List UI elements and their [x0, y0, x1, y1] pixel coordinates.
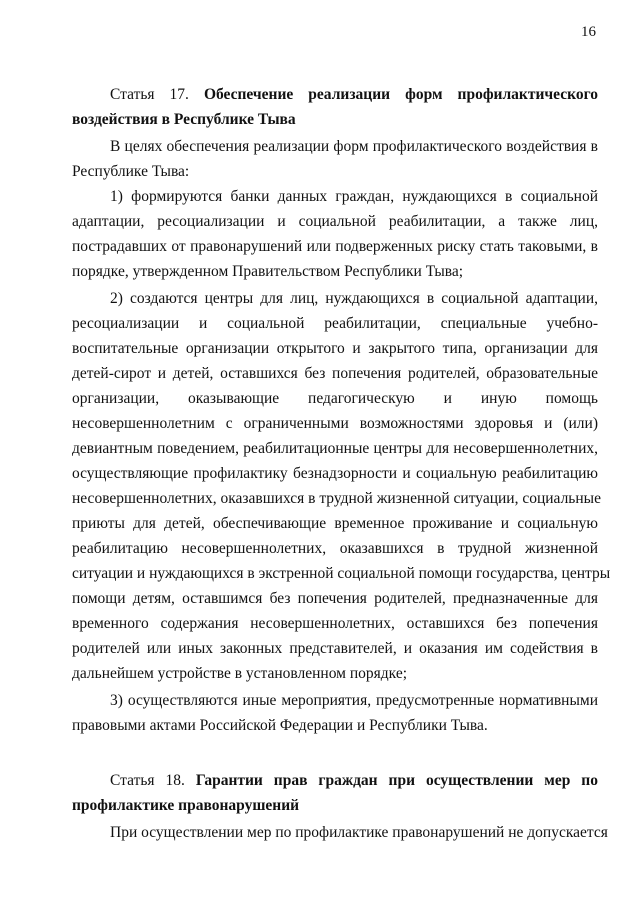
paragraph-line: правовыми актами Российской Федерации и Республики Тыва.	[72, 717, 488, 734]
article-17-label: Статья 17.	[110, 86, 189, 103]
paragraph-line: 1) формируются банки данных граждан, нуждающихся в социальной	[110, 188, 598, 205]
page-number: 16	[581, 24, 596, 40]
paragraph-line: родителей или иных законных представителей, и оказания им содействия в	[72, 640, 598, 657]
paragraph-line: воспитательные организации открытого и закрытого типа, организации для	[72, 340, 598, 357]
paragraph-line: ситуации и нуждающихся в экстренной социальной помощи государства, центры	[72, 565, 611, 582]
paragraph-line: осуществляющие профилактику безнадзорности и социальную реабилитацию	[72, 465, 598, 482]
article-18-label: Статья 18.	[110, 772, 185, 789]
paragraph-line: порядке, утвержденном Правительством Республики Тыва;	[72, 263, 464, 280]
paragraph-line: приюты для детей, обеспечивающие временное проживание и социальную	[72, 515, 598, 532]
article-18-heading	[110, 770, 598, 792]
paragraph-line: При осуществлении мер по профилактике правонарушений не допускается	[110, 824, 608, 841]
article-18-title-cont: профилактике правонарушений	[72, 797, 300, 814]
article-17-title-cont: воздействия в Республике Тыва	[72, 111, 296, 128]
paragraph-line: детей-сирот и детей, оставшихся без попечения родителей, образовательные	[72, 365, 598, 382]
article-18-title: Гарантии прав граждан при осуществлении мер по	[195, 772, 598, 789]
paragraph-line: организации, оказывающие педагогическую и иную помощь	[72, 390, 598, 407]
paragraph-line: пострадавших от правонарушений или подверженных риску стать таковыми, в	[72, 238, 598, 255]
paragraph-line: адаптации, ресоциализации и социальной реабилитации, а также лиц,	[72, 213, 598, 230]
paragraph-line: девиантным поведением, реабилитационные центры для несовершеннолетних,	[72, 440, 598, 457]
paragraph-line: реабилитацию несовершеннолетних, оказавшихся в трудной жизненной	[72, 540, 598, 557]
paragraph-line: несовершеннолетним с ограниченными возможностями здоровья и (или)	[72, 415, 598, 432]
article-17-heading	[110, 84, 598, 106]
paragraph-line: дальнейшем устройстве в установленном порядке;	[72, 665, 408, 682]
paragraph-line: ресоциализации и социальной реабилитации, специальные учебно-	[72, 315, 598, 332]
paragraph-line: В целях обеспечения реализации форм профилактического воздействия в	[110, 138, 598, 155]
paragraph-line: помощи детям, оставшимся без попечения родителей, предназначенные для	[72, 590, 598, 607]
paragraph-line: Республике Тыва:	[72, 163, 190, 180]
article-17-title: Обеспечение реализации форм профилактического	[203, 86, 598, 103]
paragraph-line: 3) осуществляются иные мероприятия, предусмотренные нормативными	[110, 692, 598, 709]
paragraph-line: временного содержания несовершеннолетних, оставшихся без попечения	[72, 615, 598, 632]
paragraph-line: несовершеннолетних, оказавшихся в трудной жизненной ситуации, социальные	[72, 490, 601, 507]
paragraph-line: 2) создаются центры для лиц, нуждающихся в социальной адаптации,	[110, 290, 598, 307]
